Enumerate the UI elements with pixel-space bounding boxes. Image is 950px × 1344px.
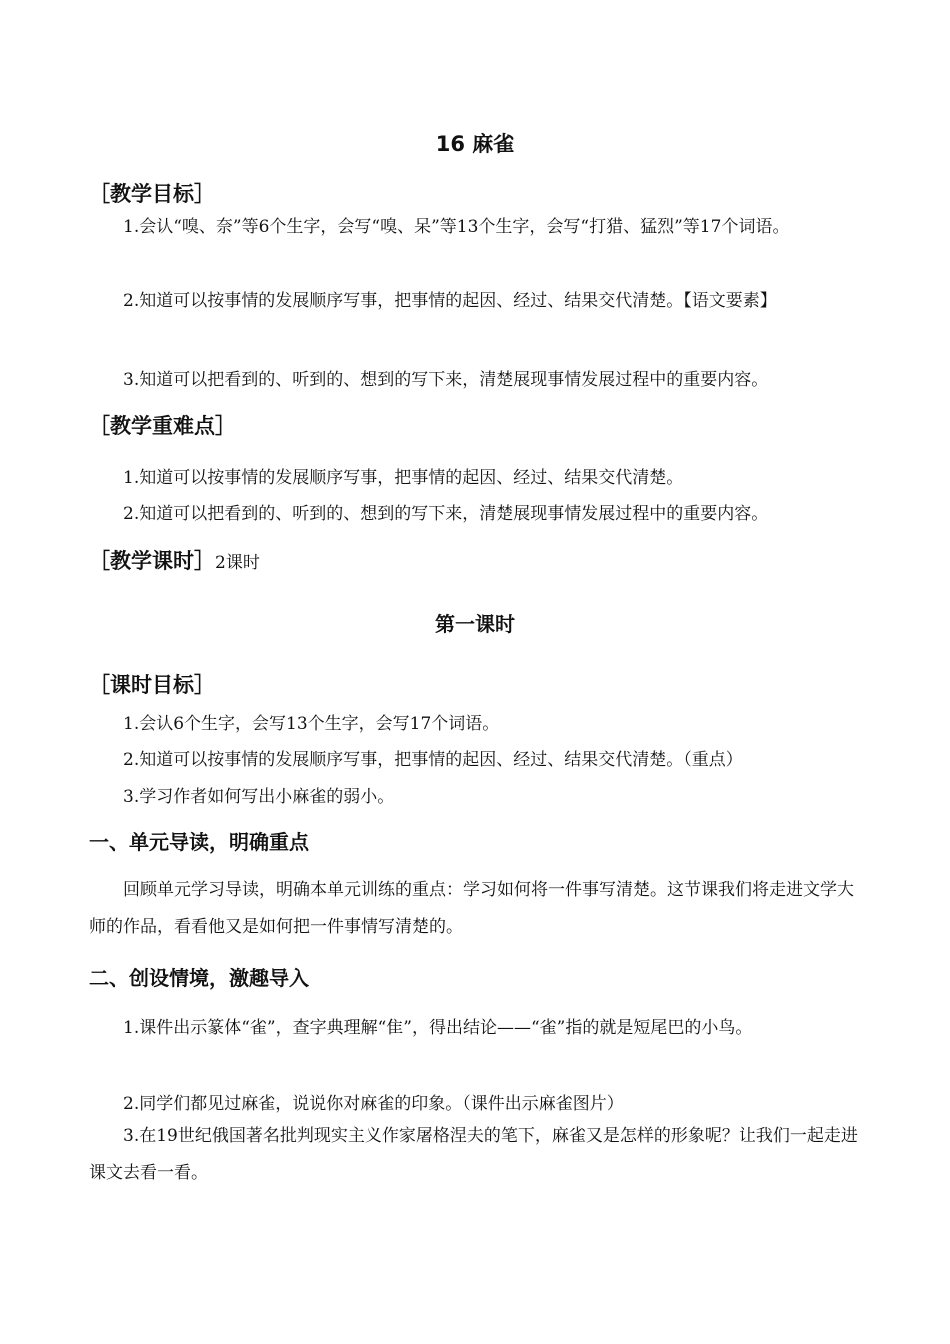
lesson1-goals-heading: ［课时目标］ — [89, 673, 215, 697]
key-points-heading: ［教学重难点］ — [89, 414, 236, 438]
goal-item-2: 2.知道可以按事情的发展顺序写事，把事情的起因、经过、结果交代清楚。【语文要素】 — [123, 291, 777, 311]
teaching-hours-heading — [89, 545, 260, 575]
lesson1-goal-1: 1.会认6个生字，会写13个生字，会写17个词语。 — [123, 714, 500, 734]
part2-item-1: 1.课件出示篆体“雀”，查字典理解“隹”，得出结论——“雀”指的就是短尾巴的小鸟。 — [123, 1018, 753, 1038]
teaching-hours-label: ［教学课时］ — [89, 549, 215, 573]
teaching-hours-value: 2课时 — [215, 553, 260, 573]
goal-item-3: 3.知道可以把看到的、听到的、想到的写下来，清楚展现事情发展过程中的重要内容。 — [123, 370, 769, 390]
part1-heading: 一、单元导读，明确重点 — [89, 830, 309, 854]
lesson1-title: 第一课时 — [435, 612, 515, 636]
part2-item-3: 3.在19世纪俄国著名批判现实主义作家屠格涅夫的笔下，麻雀又是怎样的形象呢？让我们一起走进课文去看一看。 — [89, 1126, 858, 1183]
part1-text: 回顾单元学习导读，明确本单元训练的重点：学习如何将一件事写清楚。这节课我们将走进文学大师的作品，看看他又是如何把一件事情写清楚的。 — [89, 880, 854, 937]
lesson1-goal-3: 3.学习作者如何写出小麻雀的弱小。 — [123, 787, 395, 807]
teaching-goals-heading: ［教学目标］ — [89, 182, 215, 206]
goal-item-1: 1.会认“嗅、奈”等6个生字，会写“嗅、呆”等13个生字，会写“打猎、猛烈”等17个词语。 — [123, 217, 790, 237]
part2-item-2: 2.同学们都见过麻雀，说说你对麻雀的印象。（课件出示麻雀图片） — [123, 1094, 624, 1114]
part2-heading: 二、创设情境，激趣导入 — [89, 966, 309, 990]
document-title: 16 麻雀 — [435, 132, 515, 156]
key-point-1: 1.知道可以按事情的发展顺序写事，把事情的起因、经过、结果交代清楚。 — [123, 468, 684, 488]
lesson1-goal-2: 2.知道可以按事情的发展顺序写事，把事情的起因、经过、结果交代清楚。（重点） — [123, 750, 743, 770]
key-point-2: 2.知道可以把看到的、听到的、想到的写下来，清楚展现事情发展过程中的重要内容。 — [123, 504, 769, 524]
